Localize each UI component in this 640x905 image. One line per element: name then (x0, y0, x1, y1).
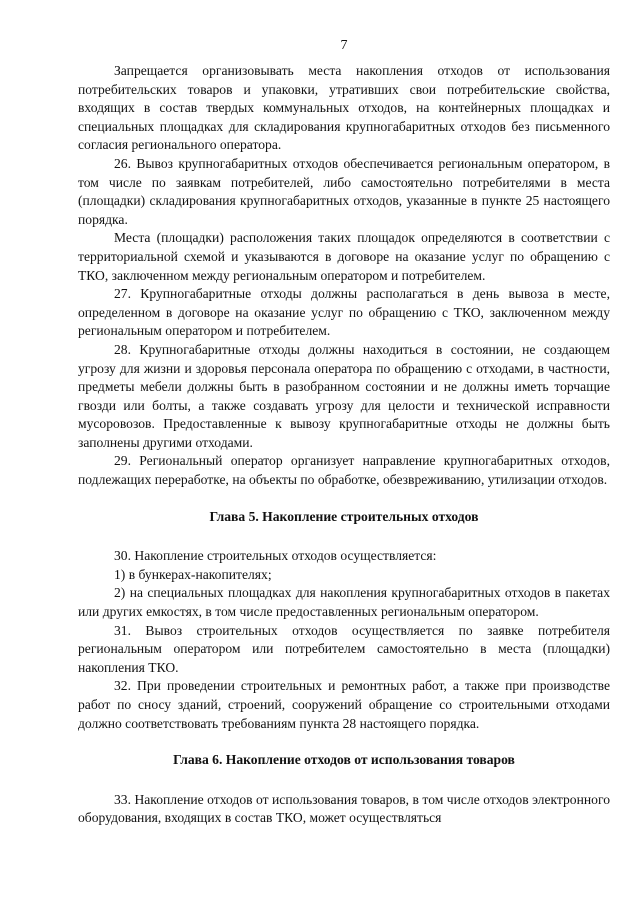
chapter-6-heading: Глава 6. Накопление отходов от использования товаров (173, 752, 515, 768)
paragraph-30-item-1: 1) в бункерах-накопителях; (114, 566, 272, 582)
paragraph-28: 28. Крупногабаритные отходы должны находиться в состоянии, не создающем угрозу для жизни и здоровья персонала оператора по обращению с отходами, в частности, предметы мебели должны быть в разобранном состоянии и не должны иметь торчащие гвозди или болты, а также создавать угрозу для целости и технической исправности мусоровозов. Предоставленные к вывозу крупногабаритные отходы не должны быть заполнены другими отходами. (78, 341, 610, 450)
paragraph-32: 32. При проведении строительных и ремонтных работ, а также при производстве работ по сносу зданий, строений, сооружений обращение со строительными отходами должно соответствовать требованиям пункта 28 настоящего порядка. (78, 678, 610, 731)
paragraph-31: 31. Вывоз строительных отходов осуществляется по заявке потребителя региональным оператором или потребителем самостоятельно в места (площадки) накопления ТКО. (78, 622, 610, 675)
page-number: 7 (340, 38, 348, 53)
paragraph-30: 30. Накопление строительных отходов осуществляется: (114, 548, 437, 564)
document-page (78, 38, 610, 828)
chapter-5-heading: Глава 5. Накопление строительных отходов (209, 508, 479, 524)
paragraph-30-item-2: 2) на специальных площадках для накопления крупногабаритных отходов в пакетах или других емкостях, в том числе предоставленных региональным оператором. (78, 585, 610, 620)
paragraph-29: 29. Региональный оператор организует направление крупногабаритных отходов, подлежащих переработке, на объекты по обработке, обезвреживанию, утилизации отходов. (78, 453, 610, 488)
paragraph-26: 26. Вывоз крупногабаритных отходов обеспечивается региональным оператором, в том числе по заявкам потребителей, либо самостоятельно потребителями в места (площадки) складирования крупногабаритных отходов, указанные в пункте 25 настоящего порядка. (78, 155, 610, 227)
paragraph-27: 27. Крупногабаритные отходы должны располагаться в день вывоза в месте, определенном в договоре на оказание услуг по обращению с ТКО, заключенном между региональным оператором и потребителем. (78, 286, 610, 339)
paragraph-33: 33. Накопление отходов от использования товаров, в том числе отходов электронного оборудования, входящих в состав ТКО, может осуществляться (78, 791, 610, 826)
paragraph-placement-prohibition: Запрещается организовывать места накопления отходов от использования потребительских товаров и упаковки, утративших свои потребительские свойства, входящих в состав твердых коммунальных отходов, на контейнерных площадках и специальных площадках для складирования крупногабаритных отходов без письменного согласия регионального оператора. (78, 63, 610, 153)
paragraph-sites-location: Места (площадки) расположения таких площадок определяются в соответствии с территориальной схемой и указываются в договоре на оказание услуг по обращению с ТКО, заключенном между региональным оператором и потребителем. (78, 230, 610, 283)
